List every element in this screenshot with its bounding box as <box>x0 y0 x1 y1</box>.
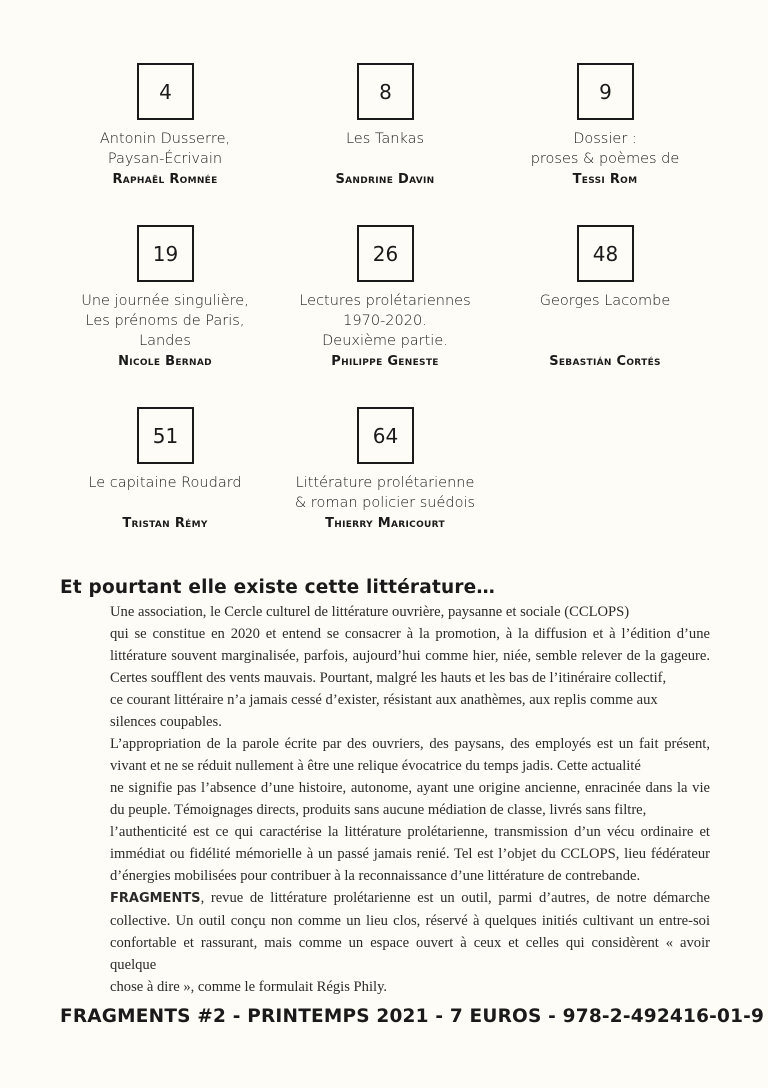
body-line: l’authenticité est ce qui caractérise la littérature prolétarienne, transmission d’un vécu ordinaire et <box>110 824 710 840</box>
body-line: vivant et ne se réduit nullement à être une relique évocatrice du temps jadis. Cette actualité <box>110 758 641 774</box>
entry-author: Thierry Maricourt <box>325 516 445 531</box>
body-line: silences coupables. <box>110 714 222 730</box>
body-line: d’énergies mobilisées pour contribuer à la reconnaissance d’une littérature de contrebande. <box>110 868 641 884</box>
page-number-box: 19 <box>137 225 194 282</box>
page-number-box: 8 <box>357 63 414 120</box>
body-line: Certes soufflent des vents mauvais. Pourtant, malgré les hauts et les bas de l’itinéraire collectif, <box>110 670 667 686</box>
body-line: confortable et rassurant, mais comme un espace ouvert à ceux et celles qui considèrent « avoir quelque <box>110 935 710 973</box>
body-line: immédiat ou fidélité mémorielle à un passé jamais renié. Tel est l’objet du CCLOPS, lieu fédérateur <box>110 846 710 862</box>
page-number-box: 4 <box>137 63 194 120</box>
page-number-box: 26 <box>357 225 414 282</box>
entry-title-line: Le capitaine Roudard <box>88 475 242 491</box>
body-line: du peuple. Témoignages directs, produits sans aucune médiation de classe, livrés sans filtre, <box>110 802 647 818</box>
entry-title-line: Une journée singulière, <box>81 293 249 309</box>
entry-title <box>55 473 275 493</box>
entry-author: Nicole Bernad <box>118 354 212 369</box>
entry-title-line: proses & poèmes de <box>530 151 680 167</box>
body-line <box>110 887 710 910</box>
section-heading: Et pourtant elle existe cette littérature… <box>60 577 496 598</box>
body-line: ce courant littéraire n’a jamais cessé d’exister, résistant aux anathèmes, aux replis comme aux <box>110 692 658 708</box>
entry-title-line: Paysan-Écrivain <box>107 151 223 167</box>
body-line: chose à dire », comme le formulait Régis Phily. <box>110 979 388 995</box>
entry-title <box>55 291 275 351</box>
body-line: ne signifie pas l’absence d’une histoire, autonome, ayant une origine ancienne, enracinée dans la vie <box>110 780 710 796</box>
entry-title-line: & roman policier suédois <box>294 495 476 511</box>
entry-title-line: Les Tankas <box>345 131 425 147</box>
entry-author: Raphaël Romnée <box>112 172 218 187</box>
entry-title-line: Les prénoms de Paris, <box>85 313 245 329</box>
footer-imprint: FRAGMENTS #2 - PRINTEMPS 2021 - 7 EUROS - 978-2-492416-01-9 <box>60 1006 765 1027</box>
entry-author: Philippe Geneste <box>331 354 439 369</box>
entry-title-line: Deuxième partie. <box>322 333 448 349</box>
entry-title <box>495 291 715 311</box>
entry-title <box>275 473 495 513</box>
page-number-box: 51 <box>137 407 194 464</box>
entry-title-line: Littérature prolétarienne <box>295 475 475 491</box>
page-number-box: 48 <box>577 225 634 282</box>
body-text <box>110 601 710 998</box>
entry-title-line: 1970-2020. <box>343 313 427 329</box>
brand-name: FRAGMENTS <box>110 891 201 906</box>
body-line: Une association, le Cercle culturel de littérature ouvrière, paysanne et sociale (CCLOPS) <box>110 604 630 620</box>
entry-title-line: Georges Lacombe <box>539 293 671 309</box>
body-line-text: , revue de littérature prolétarienne est un outil, parmi d’autres, de notre démarche <box>200 890 710 906</box>
entry-title <box>275 129 495 149</box>
entry-title-line: Landes <box>139 333 191 349</box>
entry-title <box>275 291 495 351</box>
entry-title-line: Lectures prolétariennes <box>299 293 471 309</box>
body-line: collective. Un outil conçu non comme un lieu clos, réservé à quelques initiés cultivant un entre-soi <box>110 913 710 929</box>
entry-author: Sebastián Cortés <box>549 354 661 369</box>
entry-title-line: Dossier : <box>573 131 637 147</box>
body-line: L’appropriation de la parole écrite par des ouvriers, des paysans, des employés est un fait présent, <box>110 736 710 752</box>
body-line: qui se constitue en 2020 et entend se consacrer à la promotion, à la diffusion et à l’édition d’une <box>110 626 710 642</box>
page-number-box: 64 <box>357 407 414 464</box>
entry-title <box>495 129 715 169</box>
page-number-box: 9 <box>577 63 634 120</box>
entry-title <box>55 129 275 169</box>
body-line: littérature souvent marginalisée, parfois, aujourd’hui comme hier, niée, semble relever de la gageure. <box>110 648 710 664</box>
entry-title-line: Antonin Dusserre, <box>99 131 231 147</box>
entry-author: Tristan Rémy <box>122 516 208 531</box>
body-paragraphs <box>110 601 710 887</box>
entry-author: Sandrine Davin <box>335 172 435 187</box>
entry-author: Tessi Rom <box>572 172 638 187</box>
